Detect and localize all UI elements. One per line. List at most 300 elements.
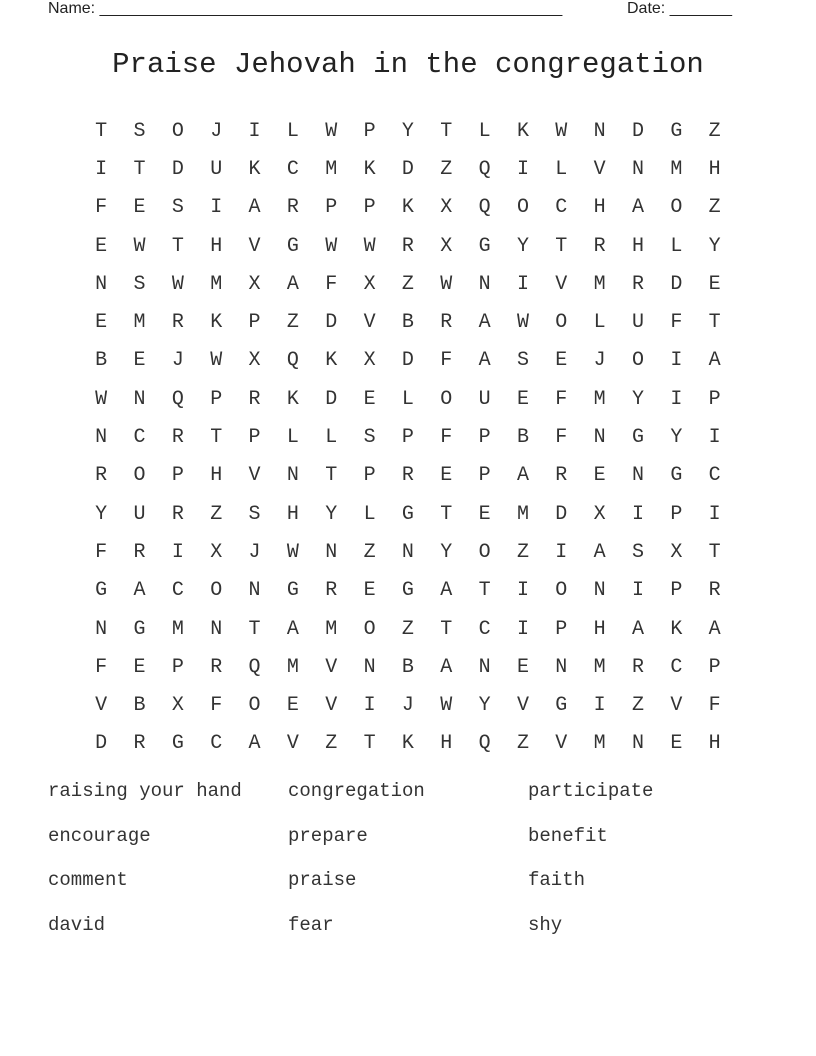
grid-letter: Z [210, 502, 223, 526]
grid-letter: A [708, 617, 721, 641]
grid-letter: F [325, 272, 338, 296]
grid-letter: D [401, 349, 414, 373]
grid-letter: R [133, 732, 146, 756]
grid-letter: I [631, 579, 644, 603]
grid-letter: N [401, 540, 414, 564]
grid-letter: X [670, 540, 683, 564]
grid-letter: E [593, 464, 606, 488]
grid-letter: T [210, 426, 223, 450]
grid-letter: Z [440, 157, 453, 181]
grid-letter: P [171, 464, 184, 488]
search-word: fear [288, 913, 334, 936]
grid-letter: P [478, 464, 491, 488]
grid-letter: Q [478, 196, 491, 220]
grid-letter: R [171, 426, 184, 450]
grid-letter: I [516, 157, 529, 181]
grid-letter: L [478, 119, 491, 143]
grid-letter: C [171, 579, 184, 603]
grid-letter: W [325, 234, 338, 258]
word-list-row [48, 825, 768, 870]
search-word: benefit [528, 824, 608, 847]
grid-letter: G [401, 579, 414, 603]
grid-letter: A [248, 732, 261, 756]
grid-letter: Y [670, 426, 683, 450]
grid-letter: T [248, 617, 261, 641]
word-list-row [48, 780, 768, 825]
grid-letter: N [95, 426, 108, 450]
grid-letter: Z [286, 311, 299, 335]
grid-letter: O [248, 694, 261, 718]
grid-letter: I [593, 694, 606, 718]
search-word: raising your hand [48, 780, 242, 802]
grid-letter: F [95, 540, 108, 564]
grid-letter: L [555, 157, 568, 181]
grid-letter: B [401, 311, 414, 335]
grid-letter: A [286, 617, 299, 641]
grid-letter: W [133, 234, 146, 258]
grid-letter: J [248, 540, 261, 564]
grid-letter: S [133, 272, 146, 296]
grid-letter: R [325, 579, 338, 603]
grid-letter: C [286, 157, 299, 181]
grid-letter: G [478, 234, 491, 258]
grid-letter: B [133, 694, 146, 718]
grid-letter: K [516, 119, 529, 143]
grid-row [82, 380, 734, 418]
grid-letter: F [555, 387, 568, 411]
grid-letter: W [286, 540, 299, 564]
grid-letter: W [95, 387, 108, 411]
grid-letter: N [325, 540, 338, 564]
grid-letter: W [516, 311, 529, 335]
grid-letter: A [593, 540, 606, 564]
grid-letter: G [670, 464, 683, 488]
grid-letter: V [516, 694, 529, 718]
grid-letter: E [95, 311, 108, 335]
grid-letter: K [325, 349, 338, 373]
search-word: participate [528, 780, 654, 802]
grid-letter: I [670, 349, 683, 373]
grid-letter: V [286, 732, 299, 756]
grid-letter: C [133, 426, 146, 450]
grid-letter: S [248, 502, 261, 526]
grid-row [82, 495, 734, 533]
grid-letter: N [593, 119, 606, 143]
grid-letter: W [440, 694, 453, 718]
grid-letter: Z [363, 540, 376, 564]
grid-letter: P [478, 426, 491, 450]
grid-letter: S [631, 540, 644, 564]
grid-letter: X [210, 540, 223, 564]
grid-letter: C [670, 655, 683, 679]
grid-row [82, 418, 734, 456]
grid-letter: Y [478, 694, 491, 718]
search-word: shy [528, 913, 563, 936]
puzzle-title: Praise Jehovah in the congregation [112, 48, 704, 81]
word-list-row [48, 914, 768, 959]
grid-letter: N [631, 157, 644, 181]
grid-letter: G [133, 617, 146, 641]
grid-letter: Z [708, 119, 721, 143]
grid-letter: E [440, 464, 453, 488]
grid-row [82, 686, 734, 724]
grid-letter: M [171, 617, 184, 641]
grid-letter: C [555, 196, 568, 220]
grid-letter: X [593, 502, 606, 526]
grid-letter: B [516, 426, 529, 450]
grid-letter: K [210, 311, 223, 335]
grid-letter: R [171, 311, 184, 335]
grid-row [82, 533, 734, 571]
grid-letter: M [325, 617, 338, 641]
grid-letter: J [171, 349, 184, 373]
grid-letter: N [631, 732, 644, 756]
search-word: congregation [288, 780, 425, 802]
grid-letter: I [95, 157, 108, 181]
grid-letter: M [325, 157, 338, 181]
grid-letter: G [670, 119, 683, 143]
word-list [48, 780, 768, 958]
grid-letter: X [248, 272, 261, 296]
grid-letter: R [171, 502, 184, 526]
grid-letter: T [708, 311, 721, 335]
grid-letter: R [401, 234, 414, 258]
grid-letter: R [631, 272, 644, 296]
grid-letter: Y [708, 234, 721, 258]
grid-letter: A [440, 655, 453, 679]
grid-letter: I [516, 272, 529, 296]
grid-letter: Q [286, 349, 299, 373]
grid-letter: M [133, 311, 146, 335]
grid-letter: R [708, 579, 721, 603]
grid-letter: O [210, 579, 223, 603]
grid-letter: Z [516, 732, 529, 756]
grid-letter: A [478, 349, 491, 373]
grid-letter: I [516, 617, 529, 641]
grid-letter: K [248, 157, 261, 181]
grid-letter: E [708, 272, 721, 296]
grid-letter: V [670, 694, 683, 718]
grid-letter: T [171, 234, 184, 258]
grid-letter: T [133, 157, 146, 181]
grid-letter: B [95, 349, 108, 373]
grid-letter: P [248, 426, 261, 450]
grid-letter: D [401, 157, 414, 181]
grid-letter: L [286, 426, 299, 450]
grid-letter: I [210, 196, 223, 220]
grid-letter: C [210, 732, 223, 756]
grid-letter: A [286, 272, 299, 296]
grid-letter: Q [248, 655, 261, 679]
grid-letter: P [708, 387, 721, 411]
grid-letter: O [555, 311, 568, 335]
grid-letter: V [555, 732, 568, 756]
grid-row [82, 648, 734, 686]
grid-letter: J [210, 119, 223, 143]
grid-letter: R [286, 196, 299, 220]
grid-letter: P [555, 617, 568, 641]
grid-letter: E [363, 579, 376, 603]
grid-letter: V [95, 694, 108, 718]
grid-letter: P [363, 119, 376, 143]
grid-letter: N [478, 655, 491, 679]
grid-letter: Y [401, 119, 414, 143]
grid-letter: X [363, 272, 376, 296]
search-word: prepare [288, 824, 368, 847]
grid-letter: N [210, 617, 223, 641]
grid-letter: F [210, 694, 223, 718]
grid-letter: L [670, 234, 683, 258]
grid-row [82, 303, 734, 341]
grid-letter: H [593, 196, 606, 220]
grid-letter: E [133, 655, 146, 679]
grid-letter: S [363, 426, 376, 450]
grid-letter: N [555, 655, 568, 679]
grid-letter: P [670, 502, 683, 526]
grid-letter: M [516, 502, 529, 526]
grid-letter: V [325, 694, 338, 718]
grid-letter: P [670, 579, 683, 603]
grid-letter: H [708, 157, 721, 181]
grid-letter: E [670, 732, 683, 756]
grid-letter: X [248, 349, 261, 373]
grid-letter: X [171, 694, 184, 718]
grid-letter: F [670, 311, 683, 335]
grid-letter: I [516, 579, 529, 603]
grid-letter: R [95, 464, 108, 488]
grid-letter: Y [631, 387, 644, 411]
grid-letter: E [478, 502, 491, 526]
grid-letter: H [210, 464, 223, 488]
grid-letter: R [593, 234, 606, 258]
grid-letter: N [95, 272, 108, 296]
grid-letter: N [248, 579, 261, 603]
grid-letter: S [133, 119, 146, 143]
grid-letter: A [248, 196, 261, 220]
grid-letter: A [440, 579, 453, 603]
grid-letter: V [593, 157, 606, 181]
grid-letter: T [440, 119, 453, 143]
grid-letter: L [325, 426, 338, 450]
grid-row [82, 572, 734, 610]
grid-letter: E [286, 694, 299, 718]
grid-letter: Q [478, 732, 491, 756]
grid-letter: H [708, 732, 721, 756]
grid-letter: G [286, 579, 299, 603]
grid-row [82, 610, 734, 648]
grid-letter: U [210, 157, 223, 181]
grid-letter: C [478, 617, 491, 641]
grid-row [82, 725, 734, 763]
grid-letter: F [440, 426, 453, 450]
grid-letter: M [210, 272, 223, 296]
grid-letter: Z [325, 732, 338, 756]
grid-letter: P [325, 196, 338, 220]
grid-letter: U [631, 311, 644, 335]
grid-letter: G [286, 234, 299, 258]
grid-letter: I [555, 540, 568, 564]
grid-letter: S [171, 196, 184, 220]
grid-letter: F [95, 655, 108, 679]
grid-letter: R [210, 655, 223, 679]
grid-letter: F [555, 426, 568, 450]
grid-letter: I [631, 502, 644, 526]
grid-letter: T [440, 502, 453, 526]
grid-letter: O [440, 387, 453, 411]
grid-letter: G [401, 502, 414, 526]
grid-letter: E [133, 349, 146, 373]
grid-letter: N [478, 272, 491, 296]
grid-letter: Z [631, 694, 644, 718]
grid-letter: G [631, 426, 644, 450]
grid-letter: A [478, 311, 491, 335]
grid-letter: P [248, 311, 261, 335]
grid-row [82, 227, 734, 265]
date-field-label: Date: _______ [627, 0, 732, 17]
grid-row [82, 189, 734, 227]
grid-letter: P [363, 196, 376, 220]
grid-row [82, 112, 734, 150]
grid-letter: G [95, 579, 108, 603]
grid-letter: I [363, 694, 376, 718]
grid-letter: H [631, 234, 644, 258]
grid-letter: P [401, 426, 414, 450]
grid-letter: I [708, 426, 721, 450]
grid-letter: R [631, 655, 644, 679]
grid-row [82, 150, 734, 188]
grid-letter: L [401, 387, 414, 411]
grid-letter: A [708, 349, 721, 373]
grid-letter: Y [440, 540, 453, 564]
grid-letter: T [708, 540, 721, 564]
grid-letter: M [670, 157, 683, 181]
grid-letter: E [95, 234, 108, 258]
name-field-label: Name: ____________________________________________________ [48, 0, 563, 17]
grid-letter: A [133, 579, 146, 603]
grid-letter: W [555, 119, 568, 143]
grid-letter: Y [325, 502, 338, 526]
grid-letter: E [555, 349, 568, 373]
grid-letter: Z [401, 617, 414, 641]
grid-letter: M [593, 732, 606, 756]
grid-letter: O [670, 196, 683, 220]
grid-letter: B [401, 655, 414, 679]
grid-letter: K [286, 387, 299, 411]
grid-letter: T [440, 617, 453, 641]
grid-letter: L [286, 119, 299, 143]
search-word: praise [288, 869, 357, 891]
grid-letter: O [133, 464, 146, 488]
grid-letter: Z [401, 272, 414, 296]
grid-letter: E [516, 655, 529, 679]
grid-letter: N [363, 655, 376, 679]
grid-letter: H [593, 617, 606, 641]
grid-letter: N [631, 464, 644, 488]
grid-letter: W [363, 234, 376, 258]
grid-letter: P [210, 387, 223, 411]
search-word: comment [48, 869, 128, 891]
grid-row [82, 457, 734, 495]
search-word: encourage [48, 824, 151, 847]
grid-letter: O [631, 349, 644, 373]
grid-letter: O [478, 540, 491, 564]
grid-letter: J [593, 349, 606, 373]
grid-letter: D [171, 157, 184, 181]
grid-letter: J [401, 694, 414, 718]
grid-row [82, 342, 734, 380]
grid-letter: V [325, 655, 338, 679]
grid-letter: K [363, 157, 376, 181]
grid-letter: L [593, 311, 606, 335]
grid-letter: H [440, 732, 453, 756]
grid-letter: O [363, 617, 376, 641]
grid-letter: I [248, 119, 261, 143]
grid-letter: U [133, 502, 146, 526]
grid-letter: W [440, 272, 453, 296]
grid-letter: H [286, 502, 299, 526]
grid-letter: W [210, 349, 223, 373]
grid-letter: R [133, 540, 146, 564]
grid-letter: T [478, 579, 491, 603]
grid-letter: M [593, 387, 606, 411]
grid-letter: I [708, 502, 721, 526]
grid-letter: V [248, 464, 261, 488]
grid-letter: D [325, 387, 338, 411]
grid-letter: V [363, 311, 376, 335]
grid-letter: A [631, 617, 644, 641]
grid-letter: Z [708, 196, 721, 220]
grid-letter: O [516, 196, 529, 220]
grid-letter: G [555, 694, 568, 718]
grid-letter: H [210, 234, 223, 258]
grid-letter: D [631, 119, 644, 143]
grid-letter: Y [516, 234, 529, 258]
grid-letter: P [171, 655, 184, 679]
grid-letter: E [363, 387, 376, 411]
grid-letter: T [325, 464, 338, 488]
grid-letter: I [670, 387, 683, 411]
grid-letter: X [440, 196, 453, 220]
grid-letter: N [593, 579, 606, 603]
grid-letter: F [95, 196, 108, 220]
grid-letter: X [440, 234, 453, 258]
grid-letter: F [440, 349, 453, 373]
grid-letter: O [555, 579, 568, 603]
grid-letter: N [593, 426, 606, 450]
grid-letter: Q [478, 157, 491, 181]
grid-letter: Z [516, 540, 529, 564]
grid-letter: E [133, 196, 146, 220]
search-word: david [48, 913, 106, 936]
grid-letter: R [440, 311, 453, 335]
grid-letter: A [631, 196, 644, 220]
search-word: faith [528, 869, 586, 891]
grid-letter: D [555, 502, 568, 526]
grid-letter: K [670, 617, 683, 641]
grid-letter: N [133, 387, 146, 411]
grid-letter: M [593, 655, 606, 679]
grid-letter: K [401, 732, 414, 756]
grid-letter: E [516, 387, 529, 411]
grid-letter: W [325, 119, 338, 143]
grid-letter: S [516, 349, 529, 373]
letter-grid [82, 112, 734, 763]
grid-letter: N [95, 617, 108, 641]
grid-letter: D [95, 732, 108, 756]
grid-letter: R [401, 464, 414, 488]
grid-letter: R [248, 387, 261, 411]
grid-letter: P [363, 464, 376, 488]
